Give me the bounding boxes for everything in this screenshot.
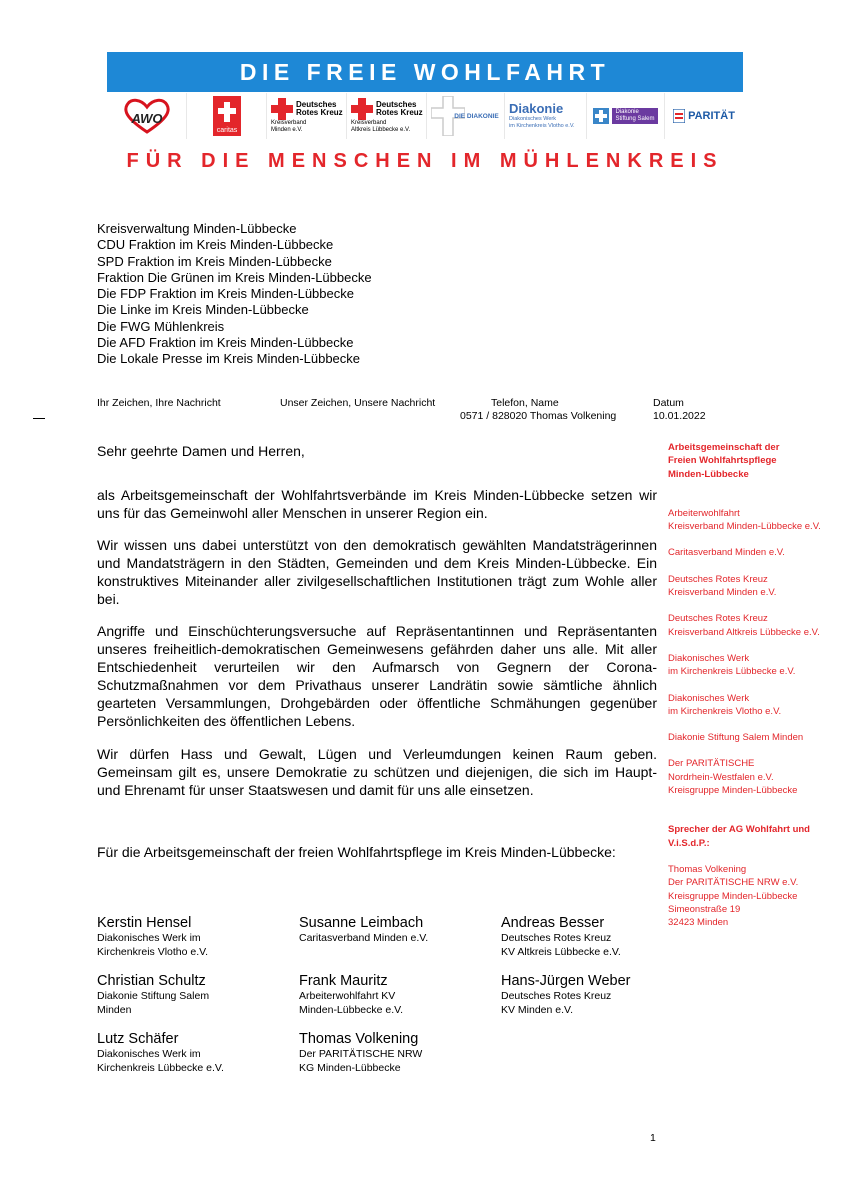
member-line: Kreisgruppe Minden-Lübbecke xyxy=(668,785,798,797)
signer-org: Deutsches Rotes Kreuz xyxy=(501,932,612,944)
sidebar-heading: Minden-Lübbecke xyxy=(668,468,749,480)
contact-line: 32423 Minden xyxy=(668,917,729,929)
signature-block xyxy=(299,1031,499,1075)
sidebar-heading: V.i.S.d.P.: xyxy=(668,837,710,849)
signature-block xyxy=(97,915,297,959)
signer-name: Frank Mauritz xyxy=(299,973,388,989)
signer-name: Thomas Volkening xyxy=(299,1031,419,1047)
addressee-line: Kreisverwaltung Minden-Lübbecke xyxy=(97,221,297,236)
body-paragraph: als Arbeitsgemeinschaft der Wohlfahrtsverbände im Kreis Minden-Lübbecke setzen wir uns für das Gemeinwohl aller Menschen in unserer Region ein. xyxy=(97,487,657,521)
header-banner xyxy=(107,52,743,92)
signer-org: KV Altkreis Lübbecke e.V. xyxy=(501,945,621,958)
diakonie-vlotho-sub1: Diakonisches Werk xyxy=(509,116,556,122)
drk-luebbecke-sub1: Kreisverband xyxy=(351,120,387,126)
member-line: Deutsches Rotes Kreuz xyxy=(668,573,768,585)
sidebar-heading: Sprecher der AG Wohlfahrt und xyxy=(668,824,810,836)
signer-org: Diakonisches Werk im xyxy=(97,932,201,944)
salutation: Sehr geehrte Damen und Herren, xyxy=(97,443,305,459)
datum-label: Datum xyxy=(653,397,684,409)
drk-luebbecke-logo xyxy=(347,93,427,139)
header-slogan: FÜR DIE MENSCHEN IM MÜHLENKREIS xyxy=(126,150,724,172)
member-line: im Kirchenkreis Vlotho e.V. xyxy=(668,705,782,717)
member-line: im Kirchenkreis Lübbecke e.V. xyxy=(668,666,796,678)
diakonie-vlotho-logo xyxy=(505,93,587,139)
member-line: Diakonisches Werk xyxy=(668,692,750,704)
member-line: Kreisverband Altkreis Lübbecke e.V. xyxy=(668,626,820,638)
contact-line: Simeonstraße 19 xyxy=(668,903,741,915)
unser-zeichen-label: Unser Zeichen, Unsere Nachricht xyxy=(280,397,436,409)
paritaet-text: PARITÄT xyxy=(688,110,735,122)
member-line: Kreisverband Minden e.V. xyxy=(668,587,777,599)
closing-line: Für die Arbeitsgemeinschaft der freien Wohlfahrtspflege im Kreis Minden-Lübbecke: xyxy=(97,844,616,860)
member-line: Kreisverband Minden-Lübbecke e.V. xyxy=(668,521,821,533)
sidebar-members xyxy=(668,441,838,929)
signer-org: Der PARITÄTISCHE NRW xyxy=(299,1048,423,1060)
addressee-line: SPD Fraktion im Kreis Minden-Lübbecke xyxy=(97,253,332,269)
signer-name: Lutz Schäfer xyxy=(97,1031,179,1047)
signature-block xyxy=(299,915,499,946)
signer-name: Hans-Jürgen Weber xyxy=(501,973,631,989)
drk-minden-title: Deutsches Rotes Kreuz xyxy=(296,100,343,117)
signer-org: Caritasverband Minden e.V. xyxy=(299,932,429,944)
contact-line: Der PARITÄTISCHE NRW e.V. xyxy=(668,877,799,889)
caritas-logo-text: caritas xyxy=(216,127,237,134)
member-line: Caritasverband Minden e.V. xyxy=(668,547,785,559)
signer-name: Andreas Besser xyxy=(501,915,605,931)
salem-text-1: Diakonie xyxy=(615,109,639,115)
contact-line: Kreisgruppe Minden-Lübbecke xyxy=(668,890,798,902)
page-number: 1 xyxy=(650,1132,656,1144)
drk-minden-logo xyxy=(267,93,347,139)
diakonie-vlotho-title: Diakonie xyxy=(509,101,564,116)
awo-heart-icon xyxy=(119,96,175,136)
member-line: Der PARITÄTISCHE xyxy=(668,758,755,770)
caritas-flame-icon xyxy=(213,96,241,136)
addressee-line: Die FWG Mühlenkreis xyxy=(97,318,225,334)
signature-block xyxy=(501,973,701,1017)
diakonie-luebbecke-text: DIE DIAKONIE xyxy=(454,112,499,120)
banner-title: DIE FREIE WOHLFAHRT xyxy=(239,58,611,85)
signer-org: Minden xyxy=(97,1003,132,1016)
addressee-line: Die FDP Fraktion im Kreis Minden-Lübbecke xyxy=(97,286,354,302)
signature-block xyxy=(299,973,499,1017)
signer-org: Kirchenkreis Vlotho e.V. xyxy=(97,945,209,958)
telefon-value: 0571 / 828020 Thomas Volkening xyxy=(460,410,617,422)
drk-luebbecke-title: Deutsches Rotes Kreuz xyxy=(376,100,423,117)
contact-line: Thomas Volkening xyxy=(668,863,747,875)
ihr-zeichen-label: Ihr Zeichen, Ihre Nachricht xyxy=(97,397,221,409)
member-line: Diakonisches Werk xyxy=(668,652,750,664)
sidebar-heading: Arbeitsgemeinschaft der xyxy=(668,442,780,453)
addressee-block xyxy=(97,221,372,368)
drk-luebbecke-sub2: Altkreis Lübbecke e.V. xyxy=(351,127,411,133)
drk-minden-sub1: Kreisverband xyxy=(271,120,307,126)
sidebar-heading: Freien Wohlfahrtspflege xyxy=(668,455,777,467)
body-paragraph: Angriffe und Einschüchterungsversuche auf Repräsentantinnen und Repräsentanten unseres freiheitlich-demokratischen Gemeinwesens gefährden daher uns alle. Mit aller Entschiedenheit verurteilen wir den Aufmarsch von Gegnern der Corona-Schutzmaßnahmen vor dem Privathaus unserer Landrätin sowie sämtliche ähnlich gearteten Versammlungen, Drohgebärden oder öffentliche Schmähungen gegenüber Persönlichkeiten des öffentlichen Lebens. xyxy=(97,623,657,729)
addressee-line: Fraktion Die Grünen im Kreis Minden-Lübbecke xyxy=(97,269,372,285)
signer-org: Kirchenkreis Lübbecke e.V. xyxy=(97,1061,224,1074)
salem-cross-icon xyxy=(593,108,609,124)
signer-name: Susanne Leimbach xyxy=(299,915,424,931)
paritaet-equal-icon xyxy=(673,109,685,123)
addressee-line: Die Linke im Kreis Minden-Lübbecke xyxy=(97,302,309,318)
signer-org: KV Minden e.V. xyxy=(501,1003,573,1016)
telefon-label: Telefon, Name xyxy=(491,397,559,409)
paritaet-logo xyxy=(665,93,743,139)
red-cross-icon xyxy=(351,98,373,120)
logo-strip xyxy=(107,92,743,140)
member-line: Arbeiterwohlfahrt xyxy=(668,507,740,519)
datum-value: 10.01.2022 xyxy=(653,410,706,422)
awo-logo xyxy=(107,93,187,139)
caritas-logo xyxy=(187,93,267,139)
fold-mark xyxy=(33,418,45,419)
member-line: Diakonie Stiftung Salem Minden xyxy=(668,732,804,744)
member-line: Deutsches Rotes Kreuz xyxy=(668,613,768,625)
signer-org: Arbeiterwohlfahrt KV xyxy=(299,990,396,1002)
diakonie-vlotho-sub2: im Kirchenkreis Vlotho e.V. xyxy=(509,123,575,129)
signature-block xyxy=(97,973,297,1017)
signer-org: Deutsches Rotes Kreuz xyxy=(501,990,612,1002)
member-line: Nordrhein-Westfalen e.V. xyxy=(668,771,774,783)
addressee-line: Die AFD Fraktion im Kreis Minden-Lübbecke xyxy=(97,335,354,351)
signer-org: Diakonie Stiftung Salem xyxy=(97,990,210,1002)
body-paragraph: Wir dürfen Hass und Gewalt, Lügen und Verleumdungen keinen Raum geben. Gemeinsam gilt es, unsere Demokratie zu schützen und diejenigen, die sich im Haupt- und Ehrenamt für unser Staatswesen und damit für uns alle einsetzen. xyxy=(97,746,657,798)
signer-org: KG Minden-Lübbecke xyxy=(299,1061,401,1074)
signer-org: Minden-Lübbecke e.V. xyxy=(299,1003,404,1016)
signer-name: Christian Schultz xyxy=(97,973,206,989)
body-paragraph: Wir wissen uns dabei unterstützt von den demokratisch gewählten Mandatsträgerinnen und Mandatsträgern in den Städten, Gemeinden und dem Kreis Minden-Lübbecke. Ein konstruktives Miteinander aller zivilgesellschaftlichen Institutionen trägt zum Wohle aller bei. xyxy=(97,537,657,607)
drk-minden-sub2: Minden e.V. xyxy=(271,127,303,133)
diakonie-luebbecke-logo xyxy=(427,93,505,139)
signer-org: Diakonisches Werk im xyxy=(97,1048,201,1060)
red-cross-icon xyxy=(271,98,293,120)
addressee-line: CDU Fraktion im Kreis Minden-Lübbecke xyxy=(97,237,334,253)
awo-logo-text: AWO xyxy=(130,111,163,126)
salem-text-2: Stiftung Salem xyxy=(615,116,655,122)
addressee-line: Die Lokale Presse im Kreis Minden-Lübbecke xyxy=(97,351,361,367)
signature-block xyxy=(97,1031,297,1075)
salem-logo xyxy=(587,93,665,139)
signer-name: Kerstin Hensel xyxy=(97,915,192,931)
